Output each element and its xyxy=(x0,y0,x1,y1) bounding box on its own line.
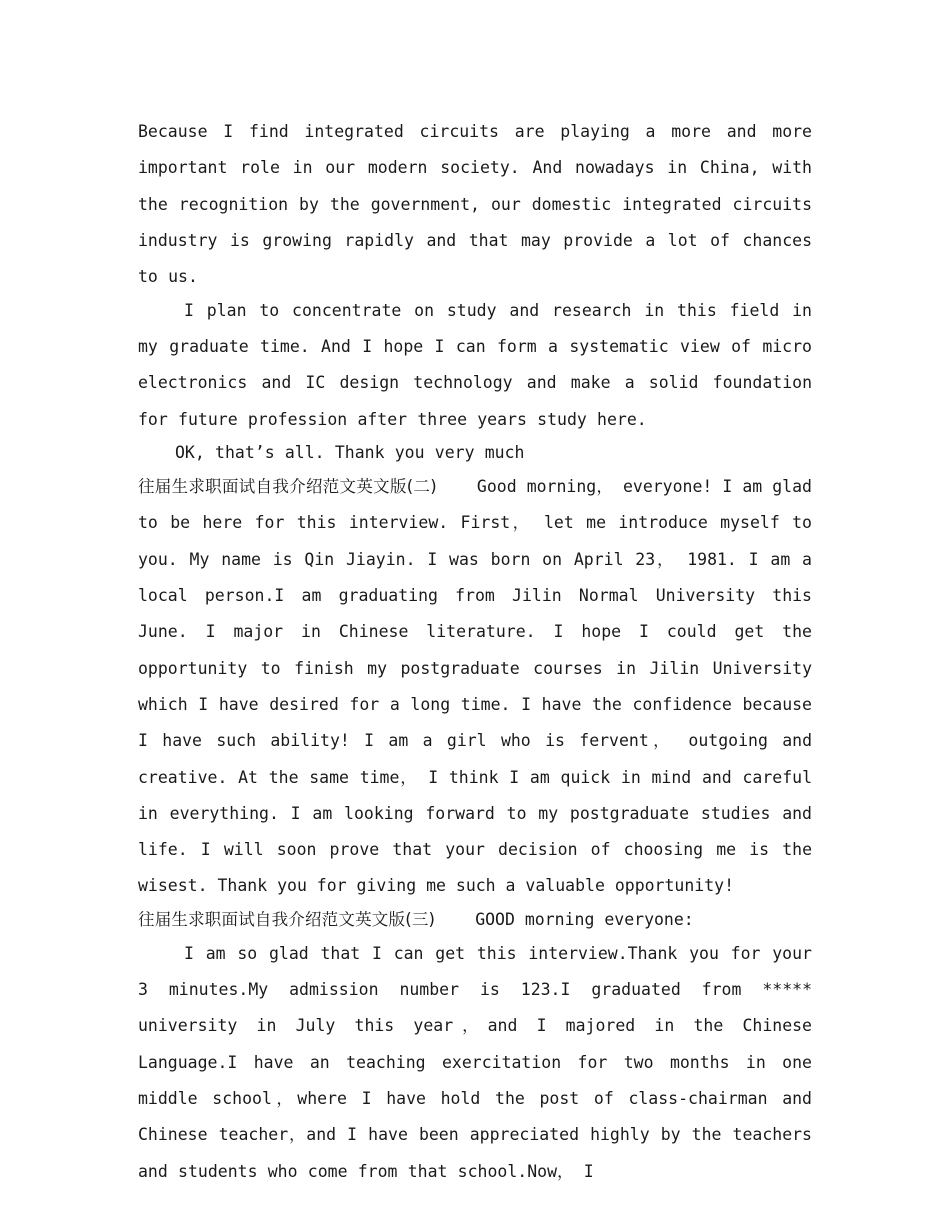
section-3-greeting: GOOD morning everyone: xyxy=(475,910,694,930)
paragraph-study-plan: I plan to concentrate on study and research in this field in my graduate time. And I hope I can form a systematic view of micro electronics and IC design technology and make a solid foundation for future profession after three years study here. xyxy=(138,300,812,429)
section-3-heading: 往届生求职面试自我介绍范文英文版(三) xyxy=(138,910,436,930)
document-body xyxy=(138,114,812,1187)
section-3 xyxy=(138,902,812,938)
paragraph-section-3-body: I am so glad that I can get this interview.Thank you for your 3 minutes.My admission number is 123.I graduated from ***** university in July this year，and I majored in the Chinese Language.I have an teaching exercitation for two months in one middle school，where I have hold the post of class-chairman and Chinese teacher，and I have been appreciated highly by the teachers and students who come from that school.Now， I xyxy=(138,943,812,1181)
paragraph-ic-importance: Because I find integrated circuits are playing a more and more important role in our modern society. And nowadays in China, with the recognition by the government, our domestic integrated circuits industry is growing rapidly and that may provide a lot of chances to us. xyxy=(138,122,812,287)
section-2-text: Good morning， everyone! I am glad to be here for this interview. First， let me introduce myself to you. My name is Qin Jiayin. I was born on April 23， 1981. I am a local person.I am graduating from Jilin Normal University this June. I major in Chinese literature. I hope I could get the opportunity to finish my postgraduate courses in Jilin University which I have desired for a long time. I have the confidence because I have such ability! I am a girl who is fervent， outgoing and creative. At the same time， I think I am quick in mind and careful in everything. I am looking forward to my postgraduate studies and life. I will soon prove that your decision of choosing me is the wisest. Thank you for giving me such a valuable opportunity! xyxy=(138,477,812,896)
section-2-heading: 往届生求职面试自我介绍范文英文版(二) xyxy=(138,477,437,497)
section-2 xyxy=(138,469,812,905)
paragraph-closing: OK, that’s all. Thank you very much xyxy=(175,443,525,463)
